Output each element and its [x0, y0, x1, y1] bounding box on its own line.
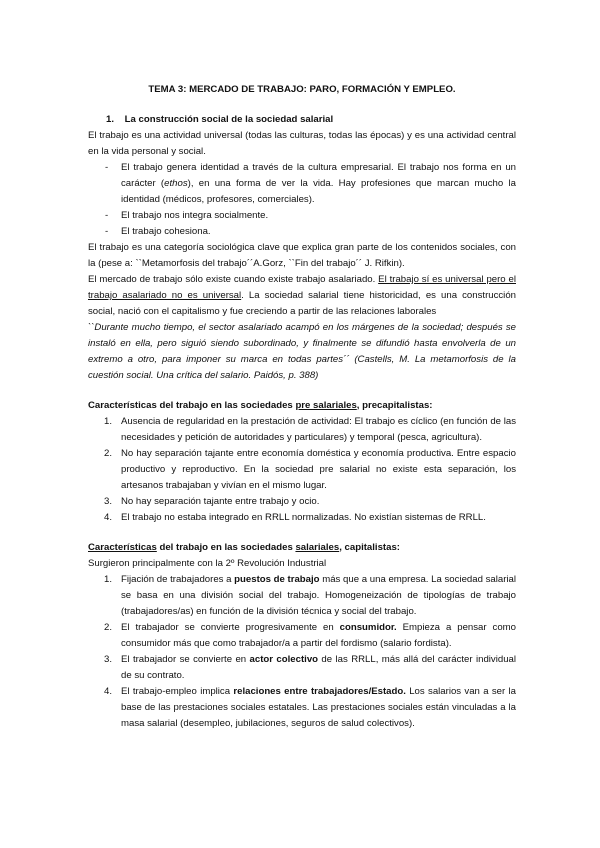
page-title: TEMA 3: MERCADO DE TRABAJO: PARO, FORMACIÓN Y EMPLEO.	[148, 84, 456, 95]
paragraph: El mercado de trabajo sólo existe cuando existe trabajo asalariado. El trabajo sí es universal pero el trabajo asalariado no es universal. La sociedad salarial tiene historicidad, es una construcción social, nació con el capitalismo y fue creciendo a partir de las relaciones laborales	[88, 274, 516, 317]
bullet-item: - El trabajo genera identidad a través de la cultura empresarial. El trabajo nos forma en un carácter (ethos), en una forma de ver la vida. Hay profesiones que marcan mucho la identidad (médicos, profesores, comerciales).	[105, 162, 516, 205]
list-item: 1. Ausencia de regularidad en la prestación de actividad: El trabajo es cíclico (en función de las necesidades y petición de autoridades y particulares) y temporal (pesca, agricultura).	[104, 416, 516, 443]
list-item: 1. Fijación de trabajadores a puestos de trabajo más que a una empresa. La sociedad salarial se basa en una división social del trabajo. Homogeneización de tipologías de trabajo (trabajadores/as) en función de la división técnica y social del trabajo.	[104, 574, 517, 617]
section-number: 1.	[106, 114, 115, 125]
document-body	[88, 82, 516, 732]
ethos-term: ethos	[164, 178, 188, 189]
paragraph: El trabajo es una categoría sociológica clave que explica gran parte de los contenidos sociales, con la (pese a: ``Metamorfosis del trabajo´´A.Gorz, ``Fin del trabajo´´ J. Rifkin).	[88, 242, 516, 269]
list-item: 2. No hay separación tajante entre economía doméstica y economía productiva. Entre espacio productivo y reproductivo. En la sociedad pre salarial no existe esta separación, los artesanos trabajaban y vivían en el mismo lugar.	[104, 448, 516, 491]
numbered-list	[88, 414, 516, 526]
intro-paragraph: El trabajo es una actividad universal (todas las culturas, todas las épocas) y es una actividad central en la vida personal y social.	[88, 130, 516, 157]
quote-paragraph: ``Durante mucho tiempo, el sector asalariado acampó en los márgenes de la sociedad; después se instaló en ella, pero siguió siendo subordinado, y finalmente se difundió hasta envolverla de un extremo a otro, para imponer su marca en todas partes´´ (Castells, M. La metamorfosis de la cuestión social. Una crítica del salario. Paidós, p. 388)	[88, 322, 516, 381]
subsection-heading: Características del trabajo en las sociedades salariales, capitalistas:	[88, 542, 400, 553]
list-item: 4. El trabajo-empleo implica relaciones entre trabajadores/Estado. Los salarios van a ser la base de las prestaciones sociales estatales. Las prestaciones sociales están vinculadas a la masa salarial (desempleo, jubilaciones, seguros de salud colectivos).	[104, 686, 517, 729]
subsection-note: Surgieron principalmente con la 2º Revolución Industrial	[88, 558, 327, 569]
subsection-heading: Características del trabajo en las sociedades pre salariales, precapitalistas:	[88, 400, 433, 411]
underlined-text: El trabajo sí es universal pero el trabajo asalariado no es universal	[88, 274, 516, 301]
bullet-item: - El trabajo cohesiona.	[105, 226, 211, 237]
numbered-list	[88, 572, 516, 732]
list-item: 2. El trabajador se convierte progresivamente en consumidor. Empieza a pensar como consumidor más que como trabajador/a a partir del fordismo (salario fordista).	[104, 622, 516, 649]
section-heading	[106, 112, 516, 128]
bullet-item: - El trabajo nos integra socialmente.	[105, 210, 269, 221]
list-item: 3. El trabajador se convierte en actor colectivo de las RRLL, más allá del carácter individual de su contrato.	[104, 654, 516, 681]
section-heading-text: La construcción social de la sociedad salarial	[124, 114, 334, 125]
list-item: 4. El trabajo no estaba integrado en RRLL normalizadas. No existían sistemas de RRLL.	[104, 512, 486, 523]
list-item: 3. No hay separación tajante entre trabajo y ocio.	[104, 496, 320, 507]
